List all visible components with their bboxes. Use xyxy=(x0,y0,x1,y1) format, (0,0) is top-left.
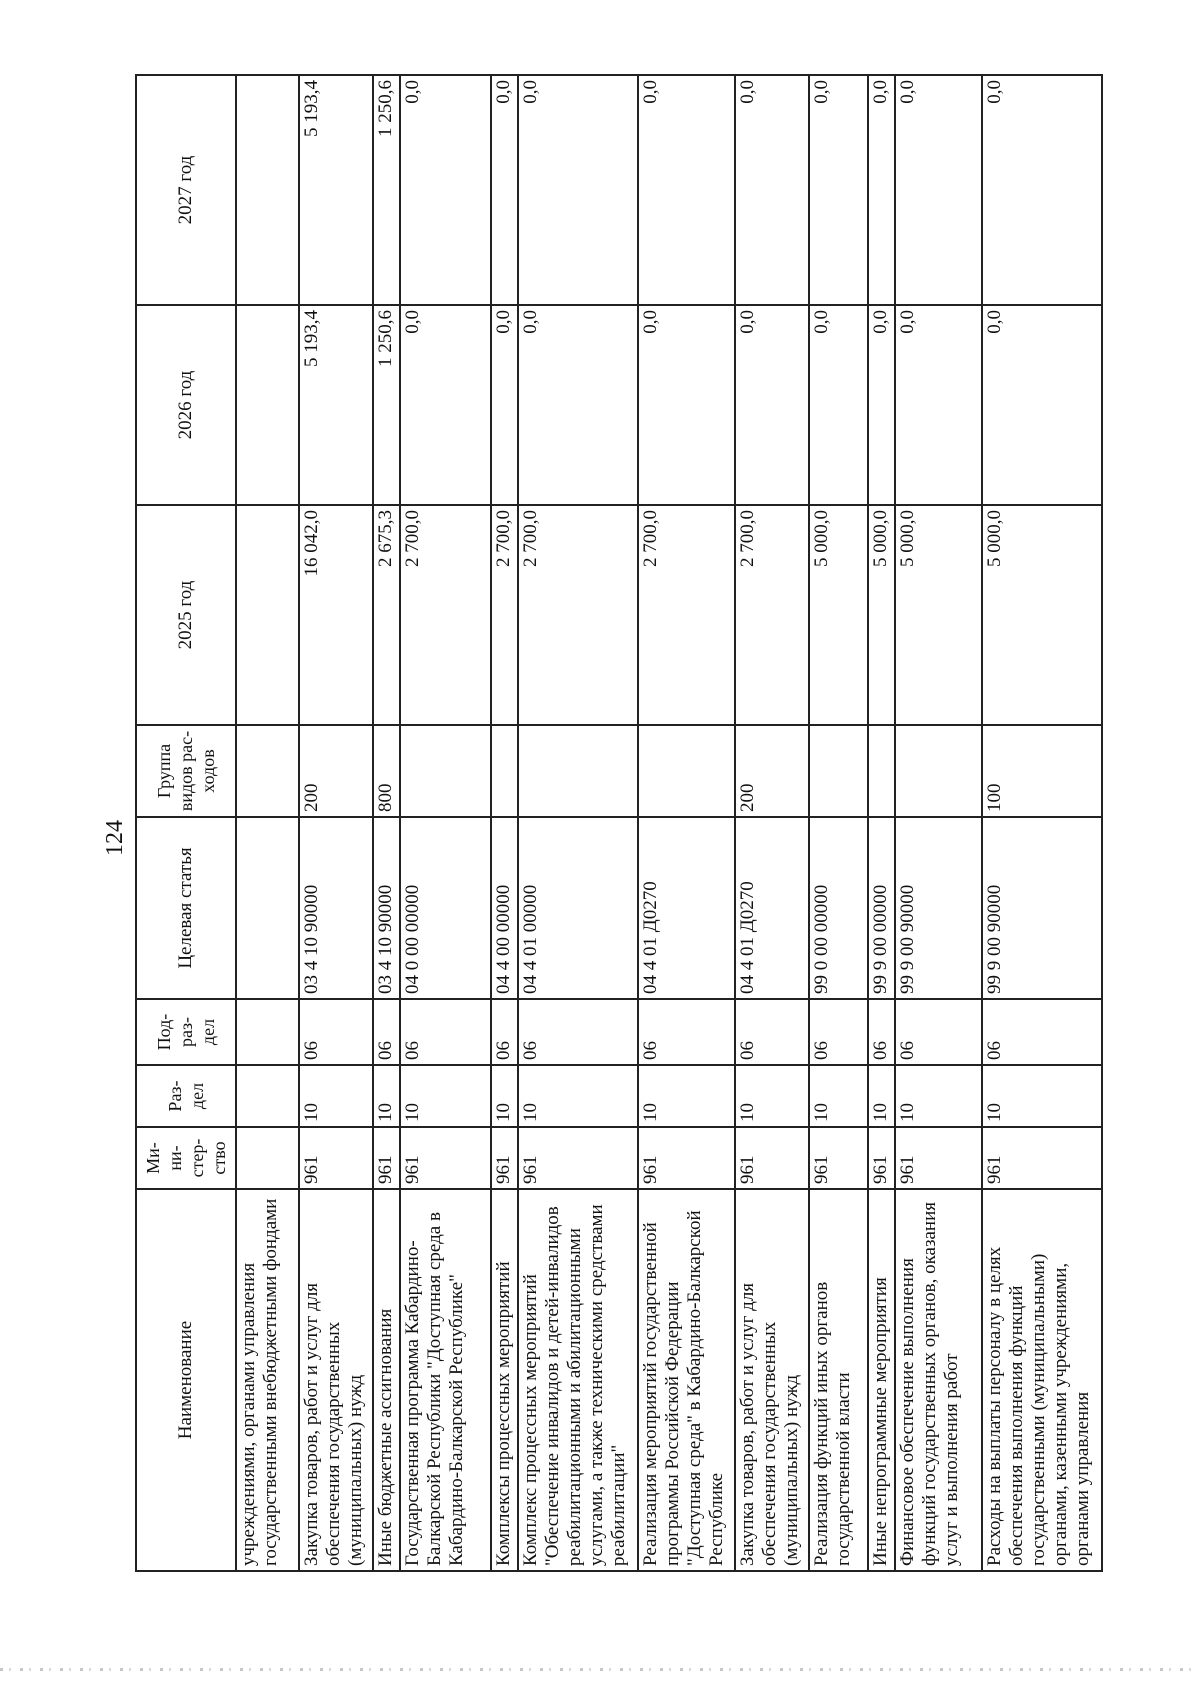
cell-subsection: 06 xyxy=(400,999,491,1065)
cell-y2025: 2 700,0 xyxy=(518,505,638,725)
cell-name: Реализация мероприятий государственной программы Российской Федерации "Доступная среда" в Кабардино-Балкарской Республике xyxy=(638,1189,735,1571)
cell-y2026: 0,0 xyxy=(982,305,1102,505)
cell-ministry: 961 xyxy=(491,1127,518,1189)
cell-ministry: 961 xyxy=(868,1127,895,1189)
cell-ministry: 961 xyxy=(299,1127,373,1189)
cell-group: 800 xyxy=(373,725,400,817)
cell-name: Финансовое обеспечение выполнения функций государственных органов, оказания услуг и выполнения работ xyxy=(895,1189,981,1571)
cell-name: Государственная программа Кабардино-Балкарской Республики "Доступная среда в Кабардино-Балкарской Республике" xyxy=(400,1189,491,1571)
scan-artifact-line xyxy=(0,1668,1200,1671)
table-body xyxy=(236,75,1102,1571)
cell-section: 10 xyxy=(400,1065,491,1127)
cell-y2025: 2 675,3 xyxy=(373,505,400,725)
cell-section: 10 xyxy=(809,1065,868,1127)
cell-group xyxy=(868,725,895,817)
cell-target: 04 4 01 00000 xyxy=(518,817,638,999)
cell-y2027: 0,0 xyxy=(735,75,809,305)
cell-y2026 xyxy=(236,305,299,505)
cell-y2027: 5 193,4 xyxy=(299,75,373,305)
cell-section xyxy=(236,1065,299,1127)
cell-subsection: 06 xyxy=(982,999,1102,1065)
cell-group xyxy=(491,725,518,817)
table-row xyxy=(809,75,868,1571)
cell-y2026: 0,0 xyxy=(518,305,638,505)
cell-section: 10 xyxy=(373,1065,400,1127)
cell-y2026: 0,0 xyxy=(895,305,981,505)
table-row xyxy=(868,75,895,1571)
cell-target: 04 0 00 00000 xyxy=(400,817,491,999)
cell-target: 04 4 01 Д0270 xyxy=(735,817,809,999)
cell-section: 10 xyxy=(868,1065,895,1127)
cell-target: 99 0 00 00000 xyxy=(809,817,868,999)
cell-ministry: 961 xyxy=(400,1127,491,1189)
cell-y2025: 2 700,0 xyxy=(400,505,491,725)
cell-ministry: 961 xyxy=(638,1127,735,1189)
cell-y2025: 5 000,0 xyxy=(982,505,1102,725)
cell-section: 10 xyxy=(982,1065,1102,1127)
cell-y2026: 0,0 xyxy=(868,305,895,505)
cell-y2025: 5 000,0 xyxy=(809,505,868,725)
cell-y2027: 1 250,6 xyxy=(373,75,400,305)
cell-section: 10 xyxy=(735,1065,809,1127)
cell-name: Закупка товаров, работ и услуг для обеспечения государственных (муниципальных) нужд xyxy=(735,1189,809,1571)
cell-y2026: 0,0 xyxy=(735,305,809,505)
header-name: Наименование xyxy=(136,1189,236,1571)
table-row xyxy=(982,75,1102,1571)
cell-subsection: 06 xyxy=(809,999,868,1065)
cell-section: 10 xyxy=(518,1065,638,1127)
cell-subsection xyxy=(236,999,299,1065)
table-row xyxy=(299,75,373,1571)
cell-section: 10 xyxy=(638,1065,735,1127)
cell-y2026: 0,0 xyxy=(491,305,518,505)
cell-y2026: 1 250,6 xyxy=(373,305,400,505)
cell-target xyxy=(236,817,299,999)
table-row xyxy=(400,75,491,1571)
cell-y2026: 5 193,4 xyxy=(299,305,373,505)
cell-name: учреждениями, органами управления государственными внебюджетными фондами xyxy=(236,1189,299,1571)
header-expense-group: Группа видов рас-ходов xyxy=(136,725,236,817)
cell-target: 03 4 10 90000 xyxy=(299,817,373,999)
cell-target: 99 9 00 90000 xyxy=(895,817,981,999)
table-row xyxy=(895,75,981,1571)
cell-y2027: 0,0 xyxy=(491,75,518,305)
cell-ministry: 961 xyxy=(895,1127,981,1189)
cell-target: 99 9 00 90000 xyxy=(982,817,1102,999)
cell-y2026: 0,0 xyxy=(638,305,735,505)
header-target: Целевая статья xyxy=(136,817,236,999)
cell-y2027: 0,0 xyxy=(868,75,895,305)
cell-group: 100 xyxy=(982,725,1102,817)
cell-group xyxy=(236,725,299,817)
cell-y2027: 0,0 xyxy=(809,75,868,305)
cell-y2027: 0,0 xyxy=(982,75,1102,305)
cell-name: Комплекс процессных мероприятий "Обеспечение инвалидов и детей-инвалидов реабилитационными и абилитационными услугами, а также техническими средствами реабилитации" xyxy=(518,1189,638,1571)
cell-subsection: 06 xyxy=(373,999,400,1065)
cell-y2025: 2 700,0 xyxy=(491,505,518,725)
cell-subsection: 06 xyxy=(299,999,373,1065)
cell-y2027: 0,0 xyxy=(400,75,491,305)
table-row xyxy=(491,75,518,1571)
header-section: Раз-дел xyxy=(136,1065,236,1127)
cell-group xyxy=(518,725,638,817)
cell-name: Комплексы процессных мероприятий xyxy=(491,1189,518,1571)
cell-group xyxy=(895,725,981,817)
cell-target: 04 4 00 00000 xyxy=(491,817,518,999)
cell-y2027: 0,0 xyxy=(895,75,981,305)
cell-group xyxy=(638,725,735,817)
cell-name: Иные бюджетные ассигнования xyxy=(373,1189,400,1571)
cell-group xyxy=(809,725,868,817)
cell-y2025 xyxy=(236,505,299,725)
header-2026: 2026 год xyxy=(136,305,236,505)
header-2025: 2025 год xyxy=(136,505,236,725)
budget-table xyxy=(135,74,1103,1572)
cell-group xyxy=(400,725,491,817)
cell-section: 10 xyxy=(299,1065,373,1127)
cell-group: 200 xyxy=(735,725,809,817)
header-2027: 2027 год xyxy=(136,75,236,305)
cell-y2025: 16 042,0 xyxy=(299,505,373,725)
cell-target: 99 9 00 00000 xyxy=(868,817,895,999)
cell-target: 04 4 01 Д0270 xyxy=(638,817,735,999)
cell-y2027 xyxy=(236,75,299,305)
cell-subsection: 06 xyxy=(895,999,981,1065)
table-row xyxy=(518,75,638,1571)
cell-subsection: 06 xyxy=(868,999,895,1065)
budget-table-container xyxy=(135,76,1103,1572)
cell-ministry: 961 xyxy=(809,1127,868,1189)
page-number: 124 xyxy=(102,820,128,856)
cell-subsection: 06 xyxy=(491,999,518,1065)
cell-y2027: 0,0 xyxy=(518,75,638,305)
table-row xyxy=(735,75,809,1571)
cell-name: Иные непрограммные мероприятия xyxy=(868,1189,895,1571)
cell-ministry: 961 xyxy=(518,1127,638,1189)
header-ministry: Ми-ни-стер-ство xyxy=(136,1127,236,1189)
cell-section: 10 xyxy=(895,1065,981,1127)
cell-subsection: 06 xyxy=(735,999,809,1065)
cell-y2027: 0,0 xyxy=(638,75,735,305)
cell-y2025: 5 000,0 xyxy=(895,505,981,725)
header-subsection: Под-раз-дел xyxy=(136,999,236,1065)
cell-y2026: 0,0 xyxy=(400,305,491,505)
table-row xyxy=(373,75,400,1571)
cell-y2025: 2 700,0 xyxy=(735,505,809,725)
cell-y2025: 5 000,0 xyxy=(868,505,895,725)
table-header-row xyxy=(136,75,236,1571)
cell-y2025: 2 700,0 xyxy=(638,505,735,725)
cell-section: 10 xyxy=(491,1065,518,1127)
cell-target: 03 4 10 90000 xyxy=(373,817,400,999)
cell-ministry: 961 xyxy=(982,1127,1102,1189)
table-row xyxy=(236,75,299,1571)
cell-subsection: 06 xyxy=(518,999,638,1065)
cell-subsection: 06 xyxy=(638,999,735,1065)
cell-name: Реализация функций иных органов государственной власти xyxy=(809,1189,868,1571)
cell-y2026: 0,0 xyxy=(809,305,868,505)
cell-ministry: 961 xyxy=(373,1127,400,1189)
cell-ministry xyxy=(236,1127,299,1189)
cell-name: Закупка товаров, работ и услуг для обеспечения государственных (муниципальных) нужд xyxy=(299,1189,373,1571)
cell-ministry: 961 xyxy=(735,1127,809,1189)
cell-name: Расходы на выплаты персоналу в целях обеспечения выполнения функций государственными (муниципальными) органами, казенными учреждениями, органами управления xyxy=(982,1189,1102,1571)
table-row xyxy=(638,75,735,1571)
cell-group: 200 xyxy=(299,725,373,817)
